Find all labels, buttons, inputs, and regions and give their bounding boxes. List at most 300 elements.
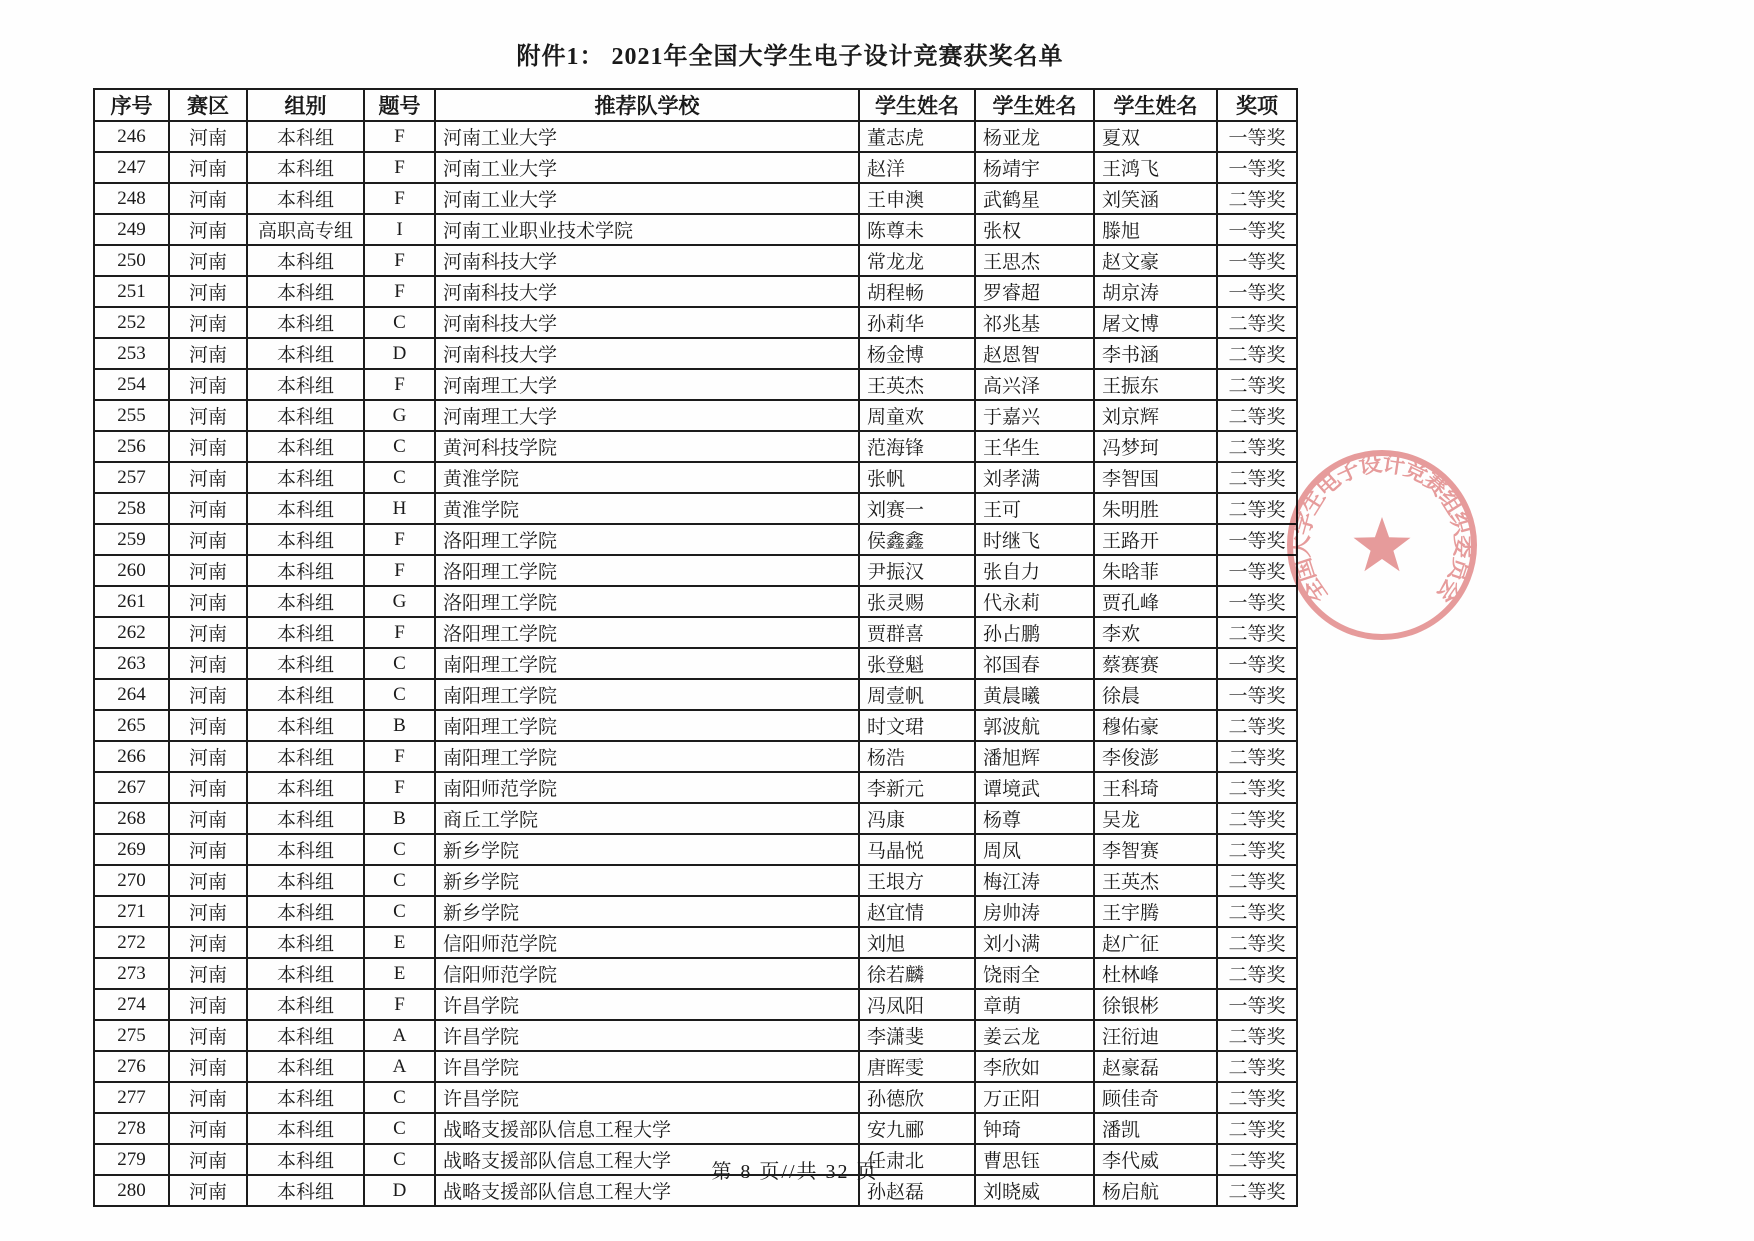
cell-problem: C	[364, 896, 435, 927]
header-problem: 题号	[364, 89, 435, 121]
cell-group: 本科组	[247, 276, 364, 307]
table-row	[94, 1175, 1297, 1206]
cell-award: 一等奖	[1217, 555, 1297, 586]
table-row	[94, 679, 1297, 710]
cell-student3: 王鸿飞	[1094, 152, 1217, 183]
cell-award: 一等奖	[1217, 276, 1297, 307]
cell-problem: C	[364, 865, 435, 896]
cell-region: 河南	[169, 927, 247, 958]
header-award: 奖项	[1217, 89, 1297, 121]
cell-student1: 李新元	[859, 772, 975, 803]
cell-school: 黄淮学院	[435, 493, 859, 524]
header-student3: 学生姓名	[1094, 89, 1217, 121]
cell-award: 一等奖	[1217, 214, 1297, 245]
header-row	[94, 89, 1297, 121]
cell-award: 一等奖	[1217, 679, 1297, 710]
cell-region: 河南	[169, 834, 247, 865]
cell-region: 河南	[169, 865, 247, 896]
cell-problem: I	[364, 214, 435, 245]
cell-region: 河南	[169, 245, 247, 276]
cell-serial: 265	[94, 710, 169, 741]
table-row	[94, 927, 1297, 958]
cell-school: 战略支援部队信息工程大学	[435, 1144, 859, 1175]
cell-student2: 赵恩智	[975, 338, 1094, 369]
cell-student2: 时继飞	[975, 524, 1094, 555]
cell-student1: 张灵赐	[859, 586, 975, 617]
cell-student3: 徐晨	[1094, 679, 1217, 710]
cell-student1: 胡程畅	[859, 276, 975, 307]
cell-region: 河南	[169, 493, 247, 524]
cell-serial: 260	[94, 555, 169, 586]
page-number-footer: 第 8 页//共 32 页	[711, 1161, 879, 1183]
cell-problem: C	[364, 679, 435, 710]
cell-serial: 257	[94, 462, 169, 493]
cell-region: 河南	[169, 1144, 247, 1175]
cell-group: 本科组	[247, 400, 364, 431]
cell-student3: 蔡赛赛	[1094, 648, 1217, 679]
cell-award: 二等奖	[1217, 865, 1297, 896]
header-student2: 学生姓名	[975, 89, 1094, 121]
cell-group: 本科组	[247, 617, 364, 648]
cell-student2: 王思杰	[975, 245, 1094, 276]
cell-award: 二等奖	[1217, 307, 1297, 338]
cell-student3: 王振东	[1094, 369, 1217, 400]
cell-problem: B	[364, 803, 435, 834]
cell-student3: 李书涵	[1094, 338, 1217, 369]
table-row	[94, 338, 1297, 369]
cell-group: 本科组	[247, 896, 364, 927]
table-row	[94, 431, 1297, 462]
cell-student1: 孙莉华	[859, 307, 975, 338]
cell-school: 河南工业大学	[435, 152, 859, 183]
cell-school: 河南理工大学	[435, 369, 859, 400]
cell-award: 一等奖	[1217, 989, 1297, 1020]
table-row	[94, 896, 1297, 927]
cell-student1: 周壹帆	[859, 679, 975, 710]
cell-student2: 房帅涛	[975, 896, 1094, 927]
cell-group: 本科组	[247, 958, 364, 989]
cell-school: 洛阳理工学院	[435, 586, 859, 617]
cell-student3: 王宇腾	[1094, 896, 1217, 927]
cell-student2: 杨尊	[975, 803, 1094, 834]
cell-region: 河南	[169, 214, 247, 245]
table-row	[94, 307, 1297, 338]
cell-serial: 264	[94, 679, 169, 710]
cell-problem: D	[364, 338, 435, 369]
cell-problem: F	[364, 989, 435, 1020]
cell-student1: 刘旭	[859, 927, 975, 958]
cell-problem: E	[364, 958, 435, 989]
cell-serial: 261	[94, 586, 169, 617]
cell-group: 本科组	[247, 431, 364, 462]
cell-student3: 朱晗菲	[1094, 555, 1217, 586]
cell-award: 二等奖	[1217, 400, 1297, 431]
table-row	[94, 555, 1297, 586]
cell-region: 河南	[169, 462, 247, 493]
cell-student1: 周童欢	[859, 400, 975, 431]
seal-text: 全国大学生电子设计竞赛组织委员会	[1288, 450, 1476, 608]
cell-school: 许昌学院	[435, 1020, 859, 1051]
cell-problem: F	[364, 369, 435, 400]
cell-student3: 朱明胜	[1094, 493, 1217, 524]
cell-student1: 贾群喜	[859, 617, 975, 648]
cell-student3: 徐银彬	[1094, 989, 1217, 1020]
cell-school: 战略支援部队信息工程大学	[435, 1113, 859, 1144]
cell-student3: 顾佳奇	[1094, 1082, 1217, 1113]
cell-student3: 吴龙	[1094, 803, 1217, 834]
cell-school: 河南科技大学	[435, 307, 859, 338]
svg-text:全国大学生电子设计竞赛组织委员会	[1288, 451, 1476, 608]
cell-student1: 陈尊未	[859, 214, 975, 245]
cell-student2: 孙占鹏	[975, 617, 1094, 648]
cell-group: 本科组	[247, 493, 364, 524]
cell-region: 河南	[169, 679, 247, 710]
cell-student1: 徐若麟	[859, 958, 975, 989]
cell-region: 河南	[169, 648, 247, 679]
cell-group: 本科组	[247, 524, 364, 555]
cell-region: 河南	[169, 741, 247, 772]
cell-problem: F	[364, 183, 435, 214]
table-row	[94, 214, 1297, 245]
cell-problem: G	[364, 586, 435, 617]
header-school: 推荐队学校	[435, 89, 859, 121]
table-row	[94, 989, 1297, 1020]
cell-award: 二等奖	[1217, 834, 1297, 865]
cell-region: 河南	[169, 803, 247, 834]
cell-region: 河南	[169, 1082, 247, 1113]
cell-student2: 祁兆基	[975, 307, 1094, 338]
cell-problem: A	[364, 1051, 435, 1082]
cell-student3: 李智赛	[1094, 834, 1217, 865]
cell-problem: F	[364, 741, 435, 772]
cell-award: 一等奖	[1217, 152, 1297, 183]
cell-problem: C	[364, 834, 435, 865]
cell-school: 河南工业大学	[435, 121, 859, 152]
table-row	[94, 1051, 1297, 1082]
table-row	[94, 493, 1297, 524]
cell-student3: 李欢	[1094, 617, 1217, 648]
cell-serial: 251	[94, 276, 169, 307]
cell-student2: 刘晓威	[975, 1175, 1094, 1206]
cell-problem: F	[364, 152, 435, 183]
cell-problem: F	[364, 276, 435, 307]
cell-award: 二等奖	[1217, 1082, 1297, 1113]
cell-region: 河南	[169, 1020, 247, 1051]
table-row	[94, 741, 1297, 772]
header-group: 组别	[247, 89, 364, 121]
cell-student3: 杨启航	[1094, 1175, 1217, 1206]
cell-problem: F	[364, 245, 435, 276]
cell-student3: 夏双	[1094, 121, 1217, 152]
cell-student2: 王可	[975, 493, 1094, 524]
cell-school: 河南工业大学	[435, 183, 859, 214]
cell-student1: 杨浩	[859, 741, 975, 772]
cell-region: 河南	[169, 617, 247, 648]
table-row	[94, 586, 1297, 617]
cell-student3: 王路开	[1094, 524, 1217, 555]
cell-region: 河南	[169, 989, 247, 1020]
cell-student1: 冯凤阳	[859, 989, 975, 1020]
cell-school: 洛阳理工学院	[435, 555, 859, 586]
cell-student2: 杨靖宇	[975, 152, 1094, 183]
document-title: 附件1： 2021年全国大学生电子设计竞赛获奖名单	[516, 44, 1064, 70]
header-student1: 学生姓名	[859, 89, 975, 121]
cell-group: 本科组	[247, 1020, 364, 1051]
cell-region: 河南	[169, 121, 247, 152]
cell-school: 南阳师范学院	[435, 772, 859, 803]
cell-school: 许昌学院	[435, 1082, 859, 1113]
table-row	[94, 1113, 1297, 1144]
cell-region: 河南	[169, 338, 247, 369]
cell-student3: 赵文豪	[1094, 245, 1217, 276]
cell-student2: 饶雨全	[975, 958, 1094, 989]
cell-student2: 章萌	[975, 989, 1094, 1020]
table-row	[94, 648, 1297, 679]
cell-region: 河南	[169, 1113, 247, 1144]
header-region: 赛区	[169, 89, 247, 121]
cell-student2: 武鹤星	[975, 183, 1094, 214]
cell-group: 本科组	[247, 772, 364, 803]
cell-serial: 270	[94, 865, 169, 896]
table-row	[94, 834, 1297, 865]
table-row	[94, 276, 1297, 307]
cell-student1: 侯鑫鑫	[859, 524, 975, 555]
cell-serial: 279	[94, 1144, 169, 1175]
cell-school: 洛阳理工学院	[435, 617, 859, 648]
cell-student2: 杨亚龙	[975, 121, 1094, 152]
cell-student2: 王华生	[975, 431, 1094, 462]
cell-student2: 钟琦	[975, 1113, 1094, 1144]
cell-serial: 253	[94, 338, 169, 369]
cell-problem: F	[364, 555, 435, 586]
cell-group: 本科组	[247, 586, 364, 617]
cell-group: 本科组	[247, 834, 364, 865]
award-table-header	[94, 89, 1297, 121]
cell-problem: D	[364, 1175, 435, 1206]
cell-group: 高职高专组	[247, 214, 364, 245]
cell-group: 本科组	[247, 989, 364, 1020]
cell-award: 二等奖	[1217, 1144, 1297, 1175]
cell-problem: F	[364, 617, 435, 648]
cell-region: 河南	[169, 958, 247, 989]
cell-serial: 250	[94, 245, 169, 276]
cell-student3: 李俊澎	[1094, 741, 1217, 772]
table-row	[94, 524, 1297, 555]
cell-student2: 刘孝满	[975, 462, 1094, 493]
cell-school: 南阳理工学院	[435, 710, 859, 741]
cell-student1: 孙德欣	[859, 1082, 975, 1113]
cell-award: 二等奖	[1217, 1113, 1297, 1144]
cell-student2: 刘小满	[975, 927, 1094, 958]
cell-student1: 马晶悦	[859, 834, 975, 865]
cell-group: 本科组	[247, 1051, 364, 1082]
cell-serial: 262	[94, 617, 169, 648]
cell-award: 二等奖	[1217, 710, 1297, 741]
cell-serial: 258	[94, 493, 169, 524]
cell-region: 河南	[169, 555, 247, 586]
cell-student1: 刘赛一	[859, 493, 975, 524]
cell-group: 本科组	[247, 369, 364, 400]
cell-award: 二等奖	[1217, 431, 1297, 462]
cell-student2: 姜云龙	[975, 1020, 1094, 1051]
cell-problem: F	[364, 121, 435, 152]
table-row	[94, 183, 1297, 214]
cell-group: 本科组	[247, 462, 364, 493]
cell-serial: 272	[94, 927, 169, 958]
cell-school: 新乡学院	[435, 834, 859, 865]
cell-student2: 潘旭辉	[975, 741, 1094, 772]
table-row	[94, 369, 1297, 400]
cell-group: 本科组	[247, 1082, 364, 1113]
cell-region: 河南	[169, 524, 247, 555]
cell-school: 许昌学院	[435, 989, 859, 1020]
cell-student3: 潘凯	[1094, 1113, 1217, 1144]
cell-school: 信阳师范学院	[435, 958, 859, 989]
cell-student1: 张帆	[859, 462, 975, 493]
cell-award: 一等奖	[1217, 524, 1297, 555]
cell-serial: 271	[94, 896, 169, 927]
cell-student3: 屠文博	[1094, 307, 1217, 338]
table-row	[94, 958, 1297, 989]
cell-award: 二等奖	[1217, 803, 1297, 834]
cell-award: 二等奖	[1217, 958, 1297, 989]
cell-student1: 杨金博	[859, 338, 975, 369]
cell-group: 本科组	[247, 121, 364, 152]
cell-serial: 275	[94, 1020, 169, 1051]
cell-serial: 266	[94, 741, 169, 772]
cell-serial: 278	[94, 1113, 169, 1144]
cell-group: 本科组	[247, 710, 364, 741]
cell-school: 新乡学院	[435, 896, 859, 927]
cell-award: 二等奖	[1217, 1020, 1297, 1051]
cell-student1: 孙赵磊	[859, 1175, 975, 1206]
cell-group: 本科组	[247, 1144, 364, 1175]
cell-serial: 277	[94, 1082, 169, 1113]
table-row	[94, 772, 1297, 803]
cell-serial: 259	[94, 524, 169, 555]
cell-award: 二等奖	[1217, 462, 1297, 493]
table-row	[94, 1082, 1297, 1113]
cell-school: 黄淮学院	[435, 462, 859, 493]
cell-school: 河南工业职业技术学院	[435, 214, 859, 245]
cell-school: 南阳理工学院	[435, 648, 859, 679]
cell-problem: C	[364, 462, 435, 493]
cell-student1: 王垠方	[859, 865, 975, 896]
award-table	[93, 88, 1298, 1207]
cell-student2: 高兴泽	[975, 369, 1094, 400]
cell-student2: 梅江涛	[975, 865, 1094, 896]
cell-serial: 246	[94, 121, 169, 152]
cell-student3: 穆佑豪	[1094, 710, 1217, 741]
cell-student1: 冯康	[859, 803, 975, 834]
cell-student2: 于嘉兴	[975, 400, 1094, 431]
cell-region: 河南	[169, 896, 247, 927]
cell-region: 河南	[169, 276, 247, 307]
cell-problem: C	[364, 1144, 435, 1175]
cell-student3: 杜林峰	[1094, 958, 1217, 989]
cell-serial: 269	[94, 834, 169, 865]
cell-student2: 郭波航	[975, 710, 1094, 741]
cell-student1: 常龙龙	[859, 245, 975, 276]
cell-student3: 王科琦	[1094, 772, 1217, 803]
cell-region: 河南	[169, 400, 247, 431]
cell-region: 河南	[169, 369, 247, 400]
award-table-body	[94, 121, 1297, 1206]
seal-star-icon	[1354, 517, 1411, 571]
table-row	[94, 121, 1297, 152]
cell-student1: 赵宜情	[859, 896, 975, 927]
cell-student1: 尹振汉	[859, 555, 975, 586]
cell-serial: 263	[94, 648, 169, 679]
cell-school: 河南理工大学	[435, 400, 859, 431]
cell-student2: 张自力	[975, 555, 1094, 586]
cell-student3: 赵广征	[1094, 927, 1217, 958]
cell-serial: 280	[94, 1175, 169, 1206]
cell-group: 本科组	[247, 803, 364, 834]
cell-student3: 赵豪磊	[1094, 1051, 1217, 1082]
cell-school: 洛阳理工学院	[435, 524, 859, 555]
cell-region: 河南	[169, 710, 247, 741]
cell-award: 二等奖	[1217, 772, 1297, 803]
cell-award: 一等奖	[1217, 648, 1297, 679]
cell-student2: 代永莉	[975, 586, 1094, 617]
cell-serial: 255	[94, 400, 169, 431]
cell-problem: B	[364, 710, 435, 741]
cell-school: 河南科技大学	[435, 245, 859, 276]
table-row	[94, 245, 1297, 276]
cell-problem: A	[364, 1020, 435, 1051]
cell-problem: C	[364, 1113, 435, 1144]
cell-group: 本科组	[247, 245, 364, 276]
cell-award: 二等奖	[1217, 1175, 1297, 1206]
cell-serial: 274	[94, 989, 169, 1020]
cell-student1: 董志虎	[859, 121, 975, 152]
cell-award: 一等奖	[1217, 121, 1297, 152]
cell-award: 二等奖	[1217, 927, 1297, 958]
cell-problem: C	[364, 307, 435, 338]
header-serial: 序号	[94, 89, 169, 121]
cell-serial: 273	[94, 958, 169, 989]
cell-group: 本科组	[247, 679, 364, 710]
cell-school: 河南科技大学	[435, 276, 859, 307]
cell-serial: 248	[94, 183, 169, 214]
red-seal-stamp-icon	[1283, 440, 1483, 652]
cell-problem: F	[364, 772, 435, 803]
cell-school: 商丘工学院	[435, 803, 859, 834]
cell-problem: G	[364, 400, 435, 431]
cell-student1: 王英杰	[859, 369, 975, 400]
cell-school: 战略支援部队信息工程大学	[435, 1175, 859, 1206]
cell-student1: 安九郦	[859, 1113, 975, 1144]
cell-serial: 247	[94, 152, 169, 183]
table-row	[94, 617, 1297, 648]
cell-group: 本科组	[247, 648, 364, 679]
cell-student2: 曹思钰	[975, 1144, 1094, 1175]
cell-group: 本科组	[247, 338, 364, 369]
cell-serial: 256	[94, 431, 169, 462]
cell-school: 南阳理工学院	[435, 741, 859, 772]
cell-region: 河南	[169, 1051, 247, 1082]
cell-award: 二等奖	[1217, 338, 1297, 369]
cell-student1: 赵洋	[859, 152, 975, 183]
cell-serial: 252	[94, 307, 169, 338]
cell-problem: H	[364, 493, 435, 524]
cell-region: 河南	[169, 1175, 247, 1206]
cell-group: 本科组	[247, 183, 364, 214]
cell-serial: 276	[94, 1051, 169, 1082]
cell-student1: 李潇斐	[859, 1020, 975, 1051]
cell-student1: 时文珺	[859, 710, 975, 741]
